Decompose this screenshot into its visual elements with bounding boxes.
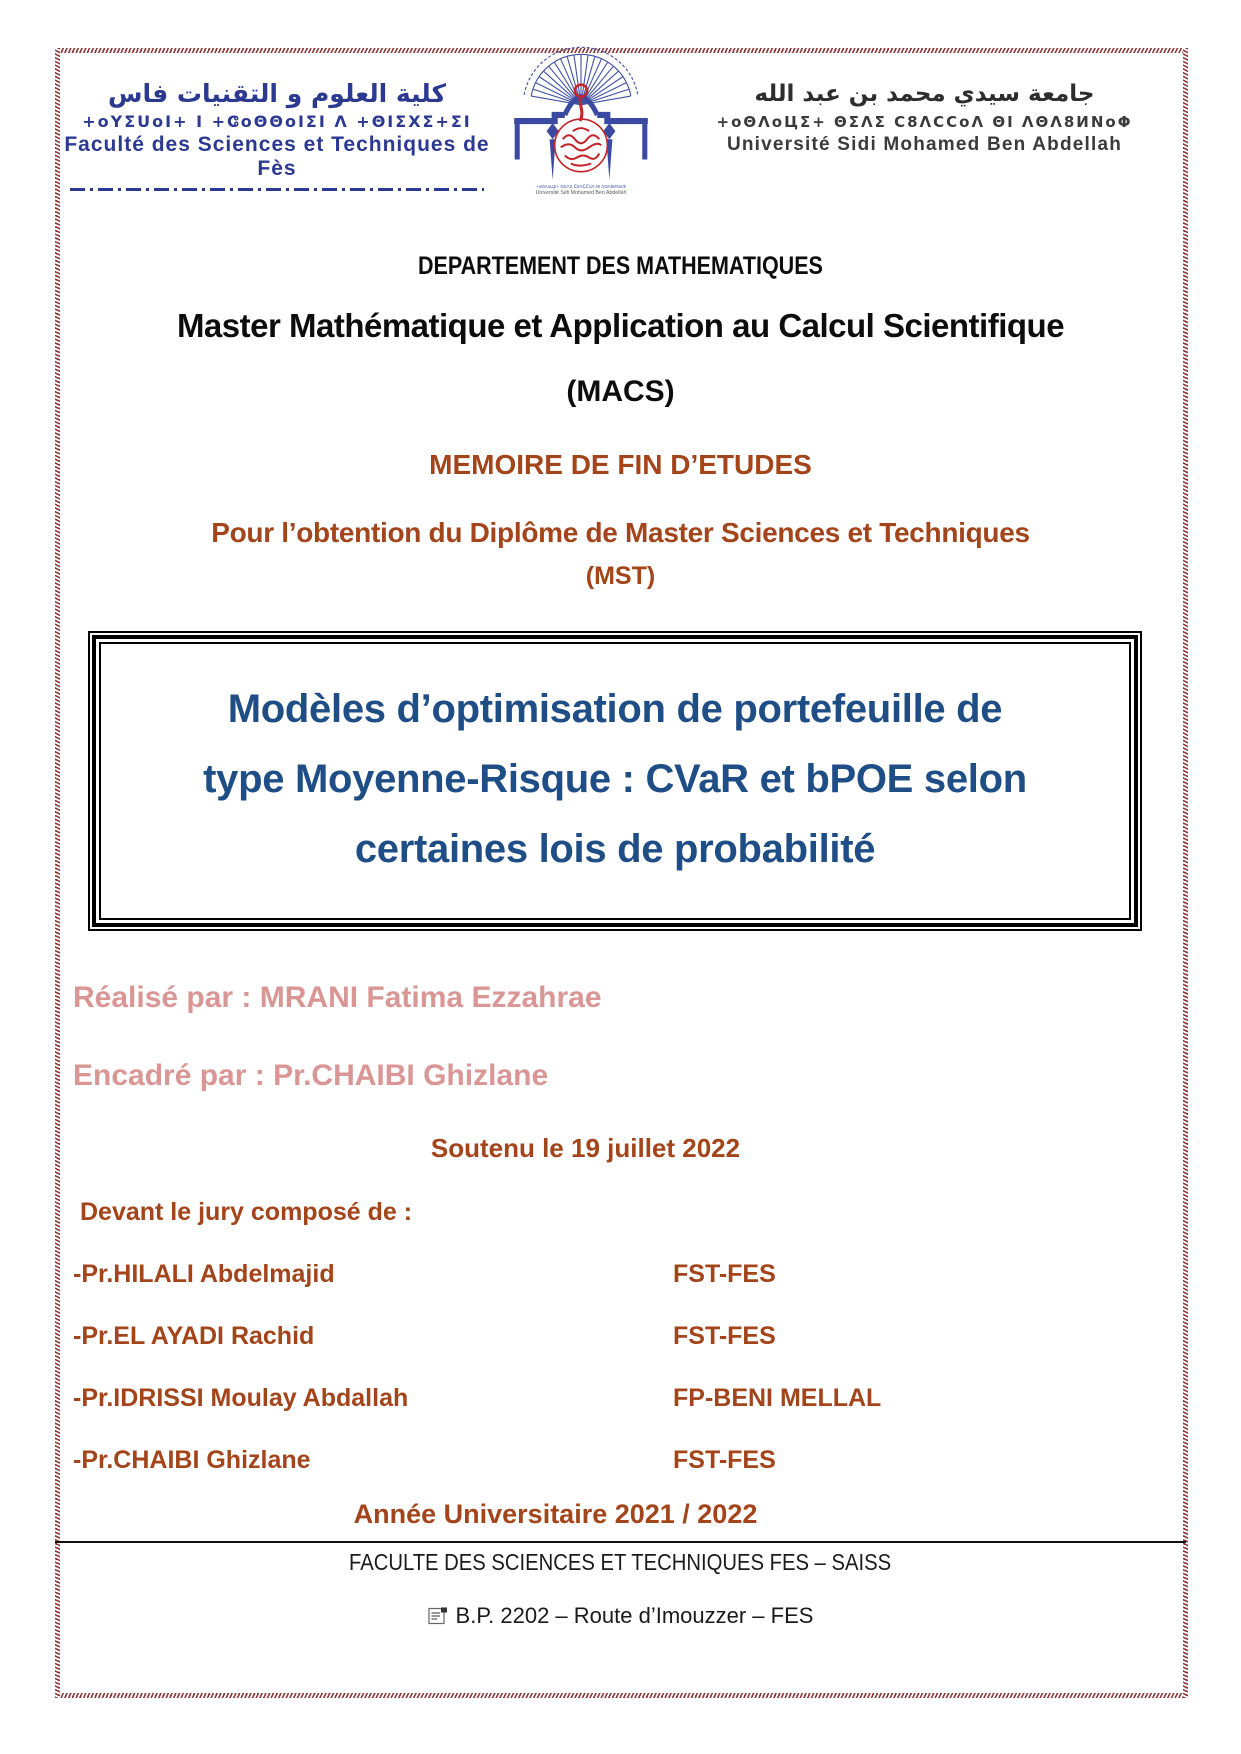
master-acronym: (MACS): [566, 375, 675, 408]
department-heading: [73, 252, 1168, 281]
jury-member-name: -Pr.CHAIBI Ghizlane: [73, 1446, 311, 1474]
thesis-title-line-3: certaines lois de probabilité: [354, 827, 876, 871]
memoire-heading: MEMOIRE DE FIN D’ETUDES: [429, 449, 812, 480]
university-logo: [493, 38, 669, 203]
faculty-block: [61, 38, 493, 191]
department-heading-text: DEPARTEMENT DES MATHEMATIQUES: [418, 252, 823, 280]
academic-year-line: Année Universitaire 2021 / 2022: [353, 1499, 758, 1529]
thesis-title-line-2: type Moyenne-Risque : CVaR et bPOE selon: [203, 757, 1027, 801]
thesis-title-box-middle-border: [92, 635, 1138, 927]
address-line: [73, 1603, 1168, 1629]
thesis-title-line-1: Modèles d’optimisation de portefeuille de: [227, 687, 1003, 731]
jury-member-affiliation: FP-BENI MELLAL: [673, 1384, 882, 1412]
thesis-title-box: [88, 631, 1142, 931]
footer-divider: [55, 1541, 1186, 1543]
page-content: [0, 38, 1241, 1629]
dash-dot-divider: [70, 188, 485, 191]
faculty-name-arabic: كلية العلوم و التقنيات فاس: [107, 79, 447, 108]
author-line: Réalisé par : MRANI Fatima Ezzahrae: [73, 981, 602, 1014]
jury-heading: Devant le jury composé de :: [80, 1198, 413, 1226]
jury-member-affiliation: FST-FES: [673, 1446, 776, 1474]
logo-caption-latin: Université Sidi Mohamed Ben Abdellah: [535, 189, 627, 196]
university-name-french: Université Sidi Mohamed Ben Abdellah: [726, 133, 1123, 155]
usmba-emblem-icon: [497, 38, 665, 198]
faculty-name-french: Faculté des Sciences et Techniques de Fès: [64, 133, 490, 181]
diplome-acronym: (MST): [585, 562, 656, 590]
jury-row: [73, 1384, 1168, 1413]
institution-header: [61, 38, 1180, 196]
jury-row: [73, 1322, 1168, 1351]
defense-date-line: Soutenu le 19 juillet 2022: [430, 1133, 741, 1163]
jury-row: [73, 1260, 1168, 1289]
jury-member-affiliation: FST-FES: [673, 1260, 776, 1288]
university-block: [669, 38, 1180, 156]
faculty-footer-line: [73, 1549, 1168, 1576]
address-text: B.P. 2202 – Route d’Imouzzer – FES: [455, 1603, 814, 1628]
supervisor-line: Encadré par : Pr.CHAIBI Ghizlane: [73, 1059, 549, 1092]
jury-member-name: -Pr.HILALI Abdelmajid: [73, 1260, 335, 1288]
university-name-tifinagh: +oΘΛoЦΣ+ ΘΣΛΣ Ⅽ8ΛⅭⅭoΛ ΘΙ ΛΘΛ8ИΝoΦ: [716, 112, 1133, 131]
thesis-title-box-inner-border: [99, 642, 1131, 920]
jury-member-name: -Pr.EL AYADI Rachid: [73, 1322, 315, 1350]
faculty-name-tifinagh: +oYΣUoI+ I +ⵛoΘΘoIΣI Λ +ΘIΣXΣ+ΣI: [82, 112, 472, 132]
master-program-heading: Master Mathématique et Application au Calcul Scientifique: [176, 307, 1065, 344]
jury-row: [73, 1446, 1168, 1475]
diplome-heading: Pour l’obtention du Diplôme de Master Sciences et Techniques: [211, 517, 1030, 548]
jury-member-affiliation: FST-FES: [673, 1322, 776, 1350]
border-bottom: [55, 1693, 1188, 1698]
mail-document-icon: [428, 1607, 448, 1625]
thesis-title: [121, 674, 1109, 884]
jury-member-name: -Pr.IDRISSI Moulay Abdallah: [73, 1384, 409, 1412]
logo-caption-tifinagh: +oΘΛoЦΣ+ ΘΣΛΣ Ⅽ8ΛⅭⅭoΛ ΘΙ ΛΘΛ8ИΝoΦ: [536, 183, 626, 189]
faculty-footer-text: FACULTE DES SCIENCES ET TECHNIQUES FES – SAISS: [349, 1549, 892, 1575]
university-name-arabic: جامعة سيدي محمد بن عبد الله: [754, 81, 1095, 107]
